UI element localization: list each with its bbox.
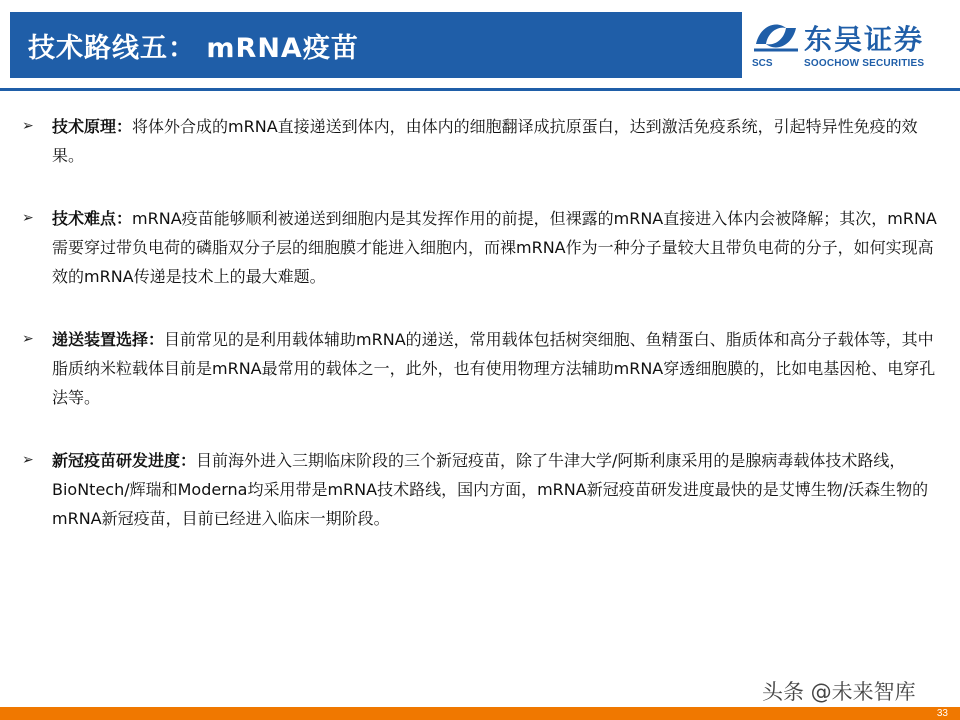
content-body: [22, 112, 942, 567]
bullet-label: 递送装置选择：: [52, 330, 165, 349]
header-divider: [0, 88, 960, 91]
bullet-item: [22, 204, 942, 291]
arrow-right-icon: ➢: [22, 452, 34, 468]
bullet-text: 将体外合成的mRNA直接递送到体内，由体内的细胞翻译成抗原蛋白，达到激活免疫系统，引起特异性免疫的效果。: [52, 117, 918, 165]
arrow-right-icon: ➢: [22, 210, 34, 226]
bullet-item: [22, 112, 942, 170]
title-bar: [10, 12, 742, 78]
bullet-item: [22, 446, 942, 533]
bullet-text: 目前海外进入三期临床阶段的三个新冠疫苗，除了牛津大学/阿斯利康采用的是腺病毒载体技术路线，BioNtech/辉瑞和Moderna均采用带是mRNA技术路线，国内方面，mRNA新冠疫苗研发进度最快的是艾博生物/沃森生物的mRNA新冠疫苗，目前已经进入临床一期阶段。: [52, 451, 929, 528]
logo-name: 东吴证券: [804, 23, 925, 56]
bullet-text: 目前常见的是利用载体辅助mRNA的递送，常用载体包括树突细胞、鱼精蛋白、脂质体和高分子载体等，其中脂质纳米粒载体目前是mRNA最常用的载体之一，此外，也有使用物理方法辅助mRNA穿透细胞膜的，比如电基因枪、电穿孔法等。: [52, 330, 936, 407]
bullet-item: [22, 325, 942, 412]
bullet-text: mRNA疫苗能够顺利被递送到细胞内是其发挥作用的前提，但裸露的mRNA直接进入体内会被降解；其次，mRNA需要穿过带负电荷的磷脂双分子层的细胞膜才能进入细胞内，而裸mRNA作为一种分子量较大且带负电荷的分子，如何实现高效的mRNA传递是技术上的最大难题。: [52, 209, 937, 286]
page-title: 技术路线五： mRNA疫苗: [28, 32, 359, 64]
bullet-label: 新冠疫苗研发进度：: [52, 451, 197, 470]
bullet-label: 技术难点：: [52, 209, 133, 228]
bullet-label: 技术原理：: [52, 117, 133, 136]
logo-mark-icon: [750, 14, 802, 58]
logo-english-name: SOOCHOW SECURITIES: [804, 58, 925, 69]
watermark: 头条 @未来智库: [762, 680, 916, 704]
logo-mark-text: SCS: [752, 58, 773, 69]
company-logo: [750, 14, 950, 78]
arrow-right-icon: ➢: [22, 331, 34, 347]
arrow-right-icon: ➢: [22, 118, 34, 134]
page-number: 33: [936, 708, 948, 719]
footer-bar: [0, 707, 960, 720]
